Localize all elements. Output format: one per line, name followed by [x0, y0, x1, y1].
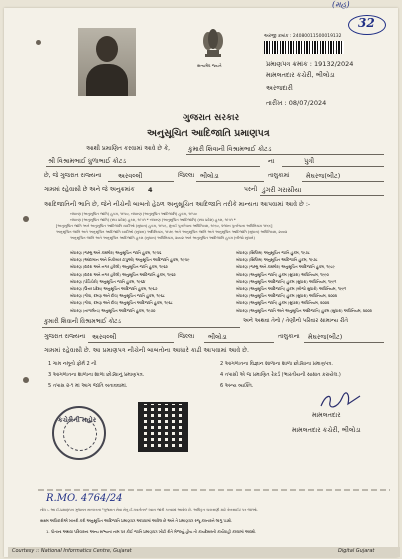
reside-line: ગામમાં રહેવાસી છે. આ પ્રમાણપત્ર નીચેની બાબતોના આધારે કાઢી આપવામાં આવે છે.	[44, 347, 249, 354]
order-item: બંધારણ (નાગાલેન્ડ) અનુસૂચિત આદિજાતિ હુકમ, ૧૯૭૦	[70, 307, 156, 313]
order-item: બંધારણ (ઉત્તર પ્રદેશ) અનુસૂચિત આદિજાતિ હુકમ, ૧૯૬૭	[70, 286, 158, 292]
order-item: બંધારણ (અનુસૂચિત આદિજાતિ) હુકમ (સુધારા) અધિનિયમ, ૨૦૦૨	[236, 293, 337, 299]
applicant-label: અરજદારી	[266, 84, 293, 92]
barcode	[264, 41, 344, 54]
village-name: અરવલ્લી	[118, 172, 143, 180]
handwritten-reference: R.MO. 4764/24	[46, 493, 123, 504]
order-item: બંધારણ (જમ્મુ અને કાશ્મીર) અનુસૂચિત આદિજાતિ હુકમ, ૧૯૮૯	[236, 264, 335, 270]
orders-block	[56, 211, 288, 241]
order-item: બંધારણ (અનુસૂચિત જાતિ અને અનુસૂચિત આદિજાતિ) હુકમ (સુધારા) અધિનિયમ, ૨૦૦૨	[236, 307, 372, 313]
basis-item: 4 તપાસી એ જ પ્રમાણિત રેકર્ડ (ભારતીયની સાક્ષાત કરાયેલ.)	[220, 372, 341, 378]
note-line: સક્ષમ અધિકારીએ ખાતરી કરી અનુસૂચિત આદિજાતિ પ્રમાણપત્ર આપવામાં આવેલ છે અને તે પ્રમાણપત્ર રજૂ કરનારને લાગુ પડશે.	[40, 518, 233, 523]
father-name: શ્રી વિશ્રામભાઈ ધુળાભાઈ કોટડ	[48, 157, 127, 165]
community-label: પરની	[244, 186, 258, 193]
certify-prefix: આથી પ્રમાણિત કરવામાં આવે છે કે,	[86, 145, 171, 152]
issue-date: તારીખ : 08/07/2024	[266, 99, 327, 107]
state-district: ભીલોડા	[208, 333, 227, 341]
basis-item: 2 આગળાતના વિજ્ઞાન શાળાના શાળા છોડ્યાના પ્રમાણપત્ર.	[220, 361, 333, 367]
state-prefix: ગુજરાત રાજ્યના	[44, 333, 86, 340]
circled-number: 32	[358, 16, 375, 30]
order-item: બંધારણ (ગોવા, દમણ અને દીવ) અનુસૂચિત જાતિ હુકમ, ૧૯૬૮	[70, 293, 165, 299]
taluka-label: તાલુકામાં	[268, 172, 290, 179]
applicant-photo	[78, 28, 136, 96]
barcode-text: અરજી ક્રમાંક : 24080011500019132	[264, 34, 342, 39]
order-item: બંધારણ (સિક્કિમ) અનુસૂચિત આદિજાતિ હુકમ, ૧૯૭૮	[236, 257, 318, 263]
order-item: બંધારણ (જમ્મુ અને કાશ્મીર) અનુસૂચિત જાતિ હુકમ, ૧૯૫૬	[70, 250, 162, 255]
basis-item: 5 તપાસ ૨-૧ માં આગ જાતિ બતાવવામાં.	[48, 383, 128, 389]
taluka-name: મેઘરજ(બીટ)	[306, 172, 341, 180]
certificate-number: પ્રમાણપત્ર ક્રમાંક : 19132/2024	[266, 60, 354, 68]
state-emblem-icon	[193, 24, 233, 64]
district-label: જિલ્લા	[178, 172, 195, 179]
order-item: બંધારણ (આંદામાન અને નિકોબાર ટાપુઓ) અનુસૂચિત આદિજાતિ હુકમ, ૧૯૫૯	[70, 257, 190, 263]
top-reference: (મહ)	[332, 0, 350, 9]
migration-name: કુમારી શિવાની વિશ્રામભાઈ કોટડ	[44, 318, 121, 325]
order-item: બંધારણ (અનુસૂચિત જાતિ) હુકમ (સુધારા) અધિનિયમ, ૧૯૯૦	[236, 271, 329, 277]
binder-hole	[36, 40, 41, 45]
order-line: બંધારણ (અનુસૂચિત જાતિ) (સંઘ પ્રદેશ) હુકમ, ૧૯૫૧ * બંધારણ (અનુસૂચિત આદિજાતિ) (સંઘ પ્રદેશ) હુકમ, ૧૯૫૧ *	[70, 218, 236, 222]
residence-prefix: છે, જે ગુજરાત રાજ્યના	[44, 172, 102, 179]
order-item: બંધારણ (પોંડિચેરી) અનુસૂચિત જાતિ હુકમ, ૧૯૬૪	[70, 278, 146, 284]
order-item: બંધારણ (ગોવા, દમણ અને દીવ) અનુસૂચિત આદિજાતિ હુકમ, ૧૯૬૮	[70, 300, 173, 306]
state-district-label: જિલ્લા	[178, 333, 195, 340]
binder-hole	[23, 216, 29, 222]
order-line: અનુસૂચિત જાતિ અને અનુસૂચિત આદિજાતિ યાદીઓ (સુધારા) અધિનિયમ, ૧૯૭૬ અને અનુસૂચિત જાતિ અને અનુસૂચિત આદિજાતિ (સુધારા) અધિનિયમ, ૨૦૦૨	[56, 230, 288, 234]
order-item: બંધારણ (અનુસૂચિત જાતિ) હુકમ (સુધારા) અધિનિયમ, ૨૦૦૨	[236, 300, 330, 306]
emblem-caption: સત્યમેવ જયતે	[197, 63, 222, 68]
footer-left: Courtesy :: National Informatics Centre, Gujarat	[12, 548, 132, 554]
signer-office: મામલતદાર કચેરી, ભીલોડા	[292, 426, 361, 434]
state-taluka-label: તાલુકાના	[278, 333, 300, 340]
office-seal	[52, 406, 106, 460]
applicant-name: કુમારી શિવાની વિશ્રામભાઈ કોટડ	[188, 145, 272, 153]
tribe-intro: આદિજાતિની ભાતિ છે, જેને નીચેની બાબતો હેઠળ અનુસૂચિત આદિજાતિ તરીકે માન્યતા આપવામાં આવે છે :-	[44, 201, 311, 208]
migration-suffix: અને અથવા તેનો / તેણીનો પરિવાર સામાન્ય રીતે	[243, 318, 349, 324]
community-name: ડુંગરી ગરાસીયા	[262, 186, 302, 194]
community-prefix: ગામમાં રહેવાસી છે અને જે અનુક્રમાંક	[44, 186, 135, 193]
certificate-title: અનુસૂચિત આદિજાતિ પ્રમાણપત્ર	[147, 128, 270, 139]
serial-number: 4	[148, 186, 153, 194]
order-item: બંધારણ (સિક્કિમ) અનુસૂચિત જાતિ હુકમ, ૧૯૭૮	[236, 250, 310, 255]
state-village: અરવલ્લી	[92, 333, 117, 341]
order-line: અનુસૂચિત જાતિ અને અનુસૂચિત આદિજાતિ હુકમ (સુધારા) અધિનિયમ, ૨૦૦૨ અને અનુસૂચિત આદિજાતિ હુકમ (બીજો સુધારો)	[70, 236, 255, 240]
seal-text: કચેરીની મહોર	[58, 416, 97, 424]
government-title: ગુજરાત સરકાર	[183, 113, 240, 123]
relation-value: પુત્રી	[304, 157, 315, 165]
orders-column-left	[70, 249, 189, 314]
order-item: બંધારણ (અનુસૂચિત આદિજાતિ) હુકમ (બીજો સુધારો) અધિનિયમ, ૧૯૯૧	[236, 286, 347, 292]
order-item: બંધારણ (અનુસૂચિત આદિજાતિ) હુકમ (સુધારા) અધિનિયમ, ૧૯૯૧	[236, 278, 337, 284]
binder-hole	[23, 377, 29, 383]
relation-label: ના	[268, 157, 275, 165]
basis-item: 6 અન્ય વ્યક્તિ.	[220, 383, 254, 389]
state-taluka: મેઘરજ(બીટ)	[308, 333, 343, 341]
signer-role: મામલતદાર	[312, 411, 341, 419]
district-name: ભીલોડા	[200, 172, 219, 180]
signature-mark	[318, 390, 364, 412]
order-item: બંધારણ (દાદરા અને નગર હવેલી) અનુસૂચિત આદિજાતિ હુકમ, ૧૯૬૨	[70, 271, 176, 277]
qr-code	[138, 402, 188, 452]
order-line: [અનુસૂચિત જાતિ અને અનુસૂચિત આદિજાતિ યાદીઓ (સુધારા) હુકમ, ૧૯૫૬, મુંબઈ પુનર્રચના અધિનિયમ, ૧૯૬૦, પંજાબ પુનર્રચના અધિનિયમ ૧૯૬૬]	[56, 224, 273, 228]
basis-item: 1 ગામ નમૂનો ફોર્મ 2 ની	[48, 361, 97, 367]
orders-column-right	[236, 249, 372, 314]
note-line: 1. પોતાના અથવા પરિવારના અન્ય સભ્યના નામ પર કોઈ જાતિ પ્રમાણપત્ર ખોટી રીતે મેળવ્યું હોય તો કાયદેસરની કાર્યવાહી કરવામાં આવશે.	[46, 529, 257, 534]
order-item: બંધારણ (દાદરા અને નગર હવેલી) અનુસૂચિત જાતિ હુકમ, ૧૯૬૨	[70, 264, 168, 270]
footer-right: Digital Gujarat	[338, 548, 375, 554]
issuing-office: મામલતદાર કચેરી, ભીલોડા	[266, 71, 335, 79]
order-line: બંધારણ (અનુસૂચિત જાતિ) હુકમ, ૧૯૫૦, બંધારણ (અનુસૂચિત આદિજાતિ) હુકમ, ૧૯૫૦	[70, 212, 197, 216]
basis-item: 3 આગળાતના શાળાના શાળા છોડ્યાનું પ્રમાણપત્ર.	[48, 372, 145, 378]
note-line: નોંધ :- આ ઈ-પ્રમાણપત્ર ગુજરાત સરકારના "ગુજરાત સેવા સેતુ ઈ-ગવર્નન્સ" ધ્વારા જારી કરવામાં આવેલ છે. અધિકૃત ચકાસણી માટે વેબસાઈટ પર જાઓ.	[40, 508, 258, 512]
